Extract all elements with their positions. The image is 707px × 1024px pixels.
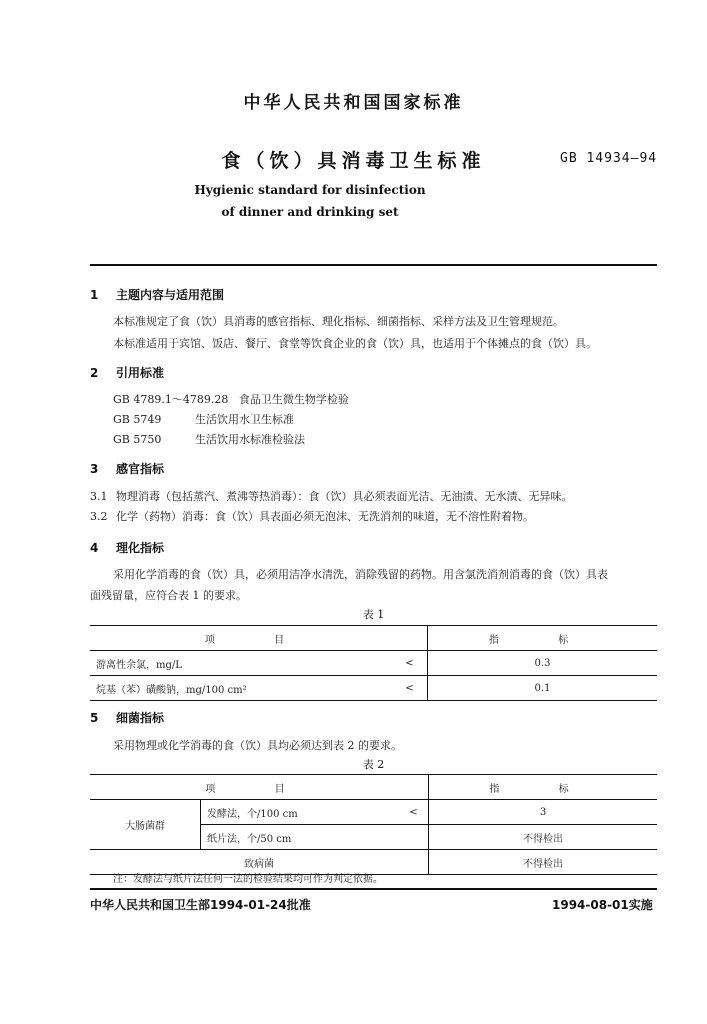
paragraph: 采用化学消毒的食（饮）具，必须用洁净水清洗，消除残留的药物。用含氯洗消剂消毒的食（饮）具表 (113, 568, 608, 581)
section-number: 2 (90, 366, 99, 380)
table2-pathogen-label: 致病菌 (90, 850, 429, 875)
table1-cell-value: 0.1 (428, 676, 658, 701)
section-title: 理化指标 (116, 541, 165, 555)
table1-cell-operator: < (392, 676, 428, 701)
paragraph: 本标准规定了食（饮）具消毒的感官指标、理化指标、细菌指标、采样方法及卫生管理规范。 (113, 315, 564, 328)
section-heading-2 (90, 364, 164, 381)
section-title: 主题内容与适用范围 (116, 288, 225, 302)
clause-text: 化学（药物）消毒：食（饮）具表面必须无泡沫、无洗消剂的味道，无不溶性附着物。 (116, 510, 534, 523)
table1-cell-item: 游离性余氯，mg/L (90, 651, 392, 676)
table2-cell-method: 纸片法，个/50 cm (201, 825, 400, 850)
table2-cell-value: 不得检出 (429, 825, 658, 850)
section-heading-3 (90, 460, 164, 477)
paragraph: 采用物理或化学消毒的食（饮）具均必须达到表 2 的要求。 (113, 739, 402, 752)
section-number: 4 (90, 541, 99, 555)
reference-name: 食品卫生微生物学检验 (238, 393, 349, 406)
clause-number: 3.1 (90, 490, 108, 503)
section-title: 感官指标 (116, 462, 165, 476)
table2-header-index: 指 标 (429, 775, 658, 800)
reference-item (113, 431, 305, 447)
section-number: 5 (90, 711, 99, 725)
section-title: 引用标准 (116, 366, 165, 380)
document-title: 食（饮）具消毒卫生标准 (221, 150, 486, 172)
paragraph-continuation: 面残留量，应符合表 1 的要求。 (90, 589, 247, 602)
table1-caption: 表 1 (362, 608, 385, 621)
reference-name: 生活饮用水标准检验法 (195, 433, 305, 446)
table2-cell-value: 3 (429, 800, 658, 825)
table2-cell-operator: < (399, 800, 429, 825)
table1-cell-item: 烷基（苯）磺酸钠，mg/100 cm² (90, 676, 392, 701)
table-note: 注：发酵法与纸片法任何一法的检验结果均可作为判定依据。 (113, 874, 383, 885)
clause-item (90, 488, 573, 504)
table1-header-item: 项 目 (90, 626, 428, 651)
table2-header-item: 项 目 (90, 775, 429, 800)
standard-title: 中华人民共和国国家标准 (243, 93, 464, 113)
reference-item (113, 411, 294, 427)
table2 (90, 774, 657, 875)
reference-item (113, 391, 349, 407)
section-number: 3 (90, 462, 99, 476)
reference-code: GB 5750 (113, 433, 162, 446)
clause-number: 3.2 (90, 510, 108, 523)
reference-code: GB 4789.1～4789.28 (113, 393, 229, 406)
table1-cell-operator: < (392, 651, 428, 676)
document-code: GB 14934—94 (560, 151, 658, 166)
section-number: 1 (90, 288, 99, 302)
footer-rule (90, 888, 657, 890)
table2-pathogen-value: 不得检出 (429, 850, 658, 875)
approval-line: 中华人民共和国卫生部1994-01-24批准 (90, 898, 311, 912)
section-title: 细菌指标 (116, 711, 165, 725)
section-heading-4 (90, 539, 164, 556)
reference-name: 生活饮用水卫生标准 (195, 413, 294, 426)
english-title-line1: Hygienic standard for disinfection (194, 183, 426, 197)
section-heading-5 (90, 709, 164, 726)
section-heading-1 (90, 286, 224, 303)
clause-item (90, 508, 534, 524)
table2-cell-operator (399, 825, 429, 850)
english-title-line2: of dinner and drinking set (221, 205, 399, 219)
paragraph: 本标准适用于宾馆、饭店、餐厅、食堂等饮食企业的食（饮）具，也适用于个体摊点的食（饮）具。 (113, 337, 597, 350)
table1-cell-value: 0.3 (428, 651, 658, 676)
header-rule (90, 264, 657, 266)
reference-code: GB 5749 (113, 413, 162, 426)
table2-cell-method: 发酵法，个/100 cm (201, 800, 400, 825)
table2-caption: 表 2 (362, 758, 385, 771)
table1 (90, 625, 657, 701)
effective-date: 1994-08-01实施 (552, 898, 653, 912)
clause-text: 物理消毒（包括蒸汽、煮沸等热消毒）：食（饮）具必须表面光洁、无油渍、无水渍、无异味。 (116, 490, 573, 503)
table2-group-label: 大肠菌群 (90, 800, 201, 850)
table1-header-index: 指 标 (428, 626, 658, 651)
